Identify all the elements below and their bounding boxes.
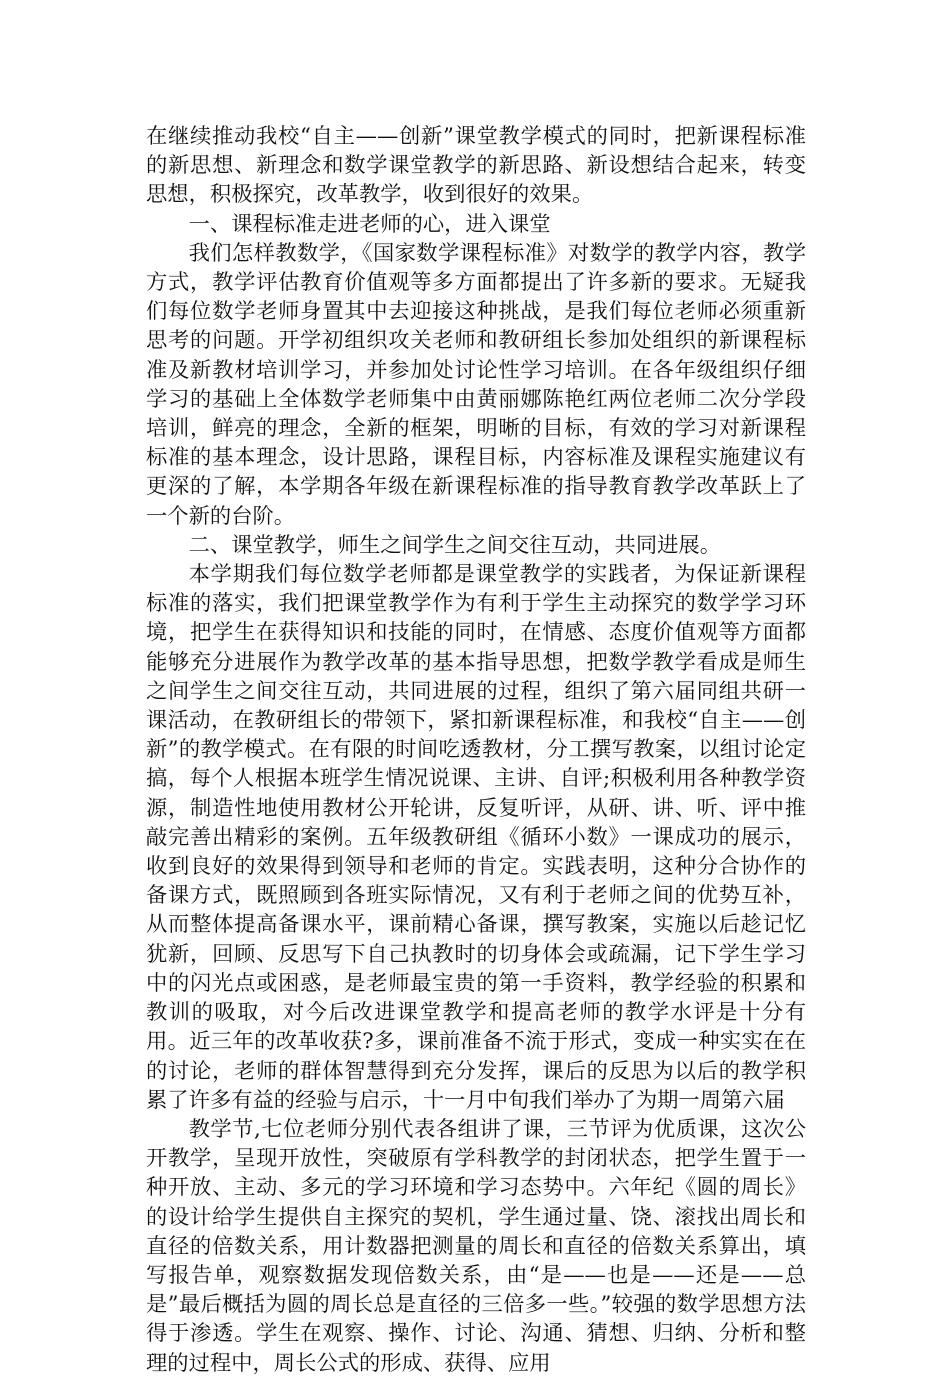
- section-heading-1: 一、课程标准走进老师的心，进入课堂: [188, 211, 551, 237]
- section-1-paragraph: 我们怎样教数学，《国家数学课程标准》对数学的教学内容，教学方式，教学评估教育价值观等多方面都提出了许多新的要求。无疑我们每位数学老师身置其中去迎接这种挑战，是我们每位老师必须重新思考的问题。开学初组织攻关老师和教研组长参加处组织的新课程标准及新教材培训学习，并参加处讨论性学习培训。在各年级组织仔细学习的基础上全体数学老师集中由黄丽娜陈艳红两位老师二次分学段培训，鲜亮的理念，全新的框架，明晰的目标，有效的学习对新课程标准的基本理念，设计思路，课程目标，内容标准及课程实施建议有更深的了解，本学期各年级在新课程标准的指导教育教学改革跃上了一个新的台阶。: [146, 240, 806, 529]
- section-2-paragraph-1: 本学期我们每位数学老师都是课堂教学的实践者，为保证新课程标准的落实，我们把课堂教学作为有利于学生主动探究的数学学习环境，把学生在获得知识和技能的同时，在情感、态度价值观等方面都能够充分进展作为教学改革的基本指导思想，把数学教学看成是师生之间学生之间交往互动，共同进展的过程，组织了第六届同组共研一课活动，在教研组长的带领下，紧扣新课程标准，和我校“自主——创新”的教学模式。在有限的时间吃透教材，分工撰写教案，以组讨论定搞，每个人根据本班学生情况说课、主讲、自评;积极利用各种教学资源，制造性地使用教材公开轮讲，反复听评，从研、讲、听、评中推敲完善出精彩的案例。五年级教研组《循环小数》一课成功的展示，收到良好的效果得到领导和老师的肯定。实践表明，这种分合协作的备课方式，既照顾到各班实际情况，又有利于老师之间的优势互补，从而整体提高备课水平，课前精心备课，撰写教案，实施以后趁记忆犹新，回顾、反思写下自己执教时的切身体会或疏漏，记下学生学习中的闪光点或困惑，是老师最宝贵的第一手资料，教学经验的积累和教训的吸取，对今后改进课堂教学和提高老师的教学水评是十分有用。近三年的改革收获?多，课前准备不流于形式，变成一种实实在在的讨论，老师的群体智慧得到充分发挥，课后的反思为以后的教学积累了许多有益的经验与启示，十一月中旬我们举办了为期一周第六届: [146, 562, 806, 1113]
- document-body: [146, 122, 806, 1378]
- section-2-paragraph-2: 教学节,七位老师分别代表各组讲了课，三节评为优质课，这次公开教学，呈现开放性，突破原有学科教学的封闭状态，把学生置于一种开放、主动、多元的学习环境和学习态势中。六年纪《圆的周长》的设计给学生提供自主探究的契机，学生通过量、饶、滚找出周长和直径的倍数关系，用计数器把测量的周长和直径的倍数关系算出，填写报告单，观察数据发现倍数关系，由“是——也是——还是——总是”最后概括为圆的周长总是直径的三倍多一些。”较强的数学思想方法得于渗透。学生在观察、操作、讨论、沟通、猜想、归纳、分析和整理的过程中，周长公式的形成、获得、应用: [146, 1116, 806, 1376]
- intro-paragraph: 在继续推动我校“自主——创新”课堂教学模式的同时，把新课程标准的新思想、新理念和数学课堂教学的新思路、新设想结合起来，转变思想，积极探究，改革教学，收到很好的效果。: [146, 124, 806, 208]
- section-heading-2: 二、课堂教学，师生之间学生之间交往互动，共同进展。: [188, 532, 722, 558]
